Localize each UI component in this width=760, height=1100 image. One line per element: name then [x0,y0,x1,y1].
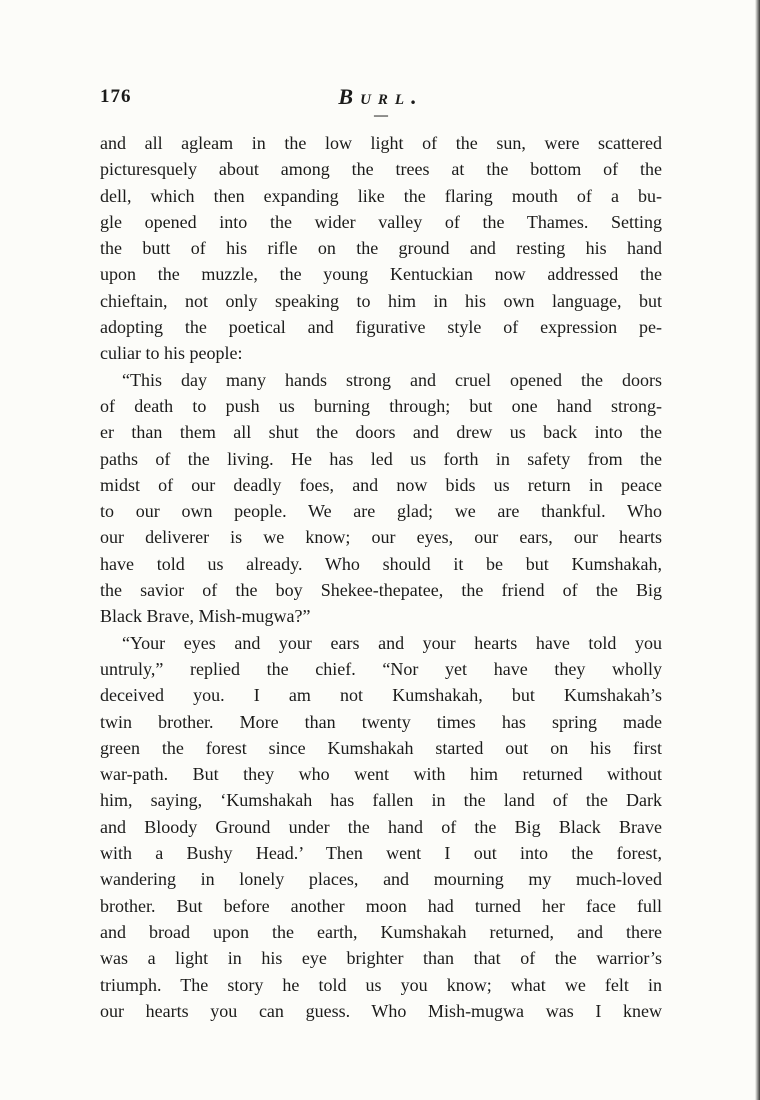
text-line: and Bloody Ground under the hand of the Big Black Brave [100,816,662,837]
text-line: our hearts you can guess. Who Mish-mugwa was I knew [100,1000,662,1021]
text-line: chieftain, not only speaking to him in his own language, but [100,290,662,311]
scan-edge [755,0,760,1100]
paragraph [100,130,662,367]
text-line: him, saying, ‘Kumshakah has fallen in the land of the Dark [100,790,662,811]
text-line: to our own people. We are glad; we are thankful. Who [100,501,662,522]
text-line: the savior of the boy Shekee-thepatee, the friend of the Big [100,580,662,601]
text-line: paths of the living. He has led us forth in safety from the [100,448,662,469]
text-line: deceived you. I am not Kumshakah, but Kumshakah’s [100,685,662,706]
text-line: and broad upon the earth, Kumshakah returned, and there [100,921,662,942]
text-line: untruly,” replied the chief. “Nor yet have they wholly [100,658,662,679]
text-line: with a Bushy Head.’ Then went I out into the forest, [100,843,662,864]
text-line: and all agleam in the low light of the sun, were scattered [100,133,662,153]
text-line: green the forest since Kumshakah started out on his first [100,737,662,758]
text-line: war-path. But they who went with him returned without [100,764,662,785]
text-line: of death to push us burning through; but one hand strong- [100,395,662,416]
text-line: picturesquely about among the trees at the bottom of the [100,159,662,180]
text-line: wandering in lonely places, and mourning my much-loved [100,869,662,890]
text-line: dell, which then expanding like the flaring mouth of a bu- [100,185,662,206]
text-line: adopting the poetical and figurative style of expression pe- [100,317,662,338]
text-line: upon the muzzle, the young Kentuckian now addressed the [100,264,662,285]
text-line: midst of our deadly foes, and now bids us return in peace [100,474,662,495]
header-divider: — [374,108,388,123]
running-title: Burl. [338,84,424,109]
text-line: twin brother. More than twenty times has spring made [100,711,662,732]
text-line: our deliverer is we know; our eyes, our ears, our hearts [100,527,662,548]
text-line: was a light in his eye brighter than that of the warrior’s [100,948,662,969]
text-line: er than them all shut the doors and drew us back into the [100,422,662,443]
paragraph [100,367,662,630]
page-number: 176 [100,86,132,107]
text-line: brother. But before another moon had turned her face full [100,895,662,916]
text-line: gle opened into the wider valley of the Thames. Setting [100,211,662,232]
text-line: “Your eyes and your ears and your hearts have told you [122,632,662,653]
text-line: the butt of his rifle on the ground and resting his hand [100,238,662,259]
page-body [100,130,662,1024]
text-line: triumph. The story he told us you know; what we felt in [100,974,662,995]
page-header [100,84,662,130]
text-line: Black Brave, Mish-mugwa?” [100,606,311,627]
text-line: have told us already. Who should it be but Kumshakah, [100,553,662,574]
text-line: culiar to his people: [100,343,243,364]
text-line: “This day many hands strong and cruel opened the doors [122,369,662,390]
paragraph [100,630,662,1024]
